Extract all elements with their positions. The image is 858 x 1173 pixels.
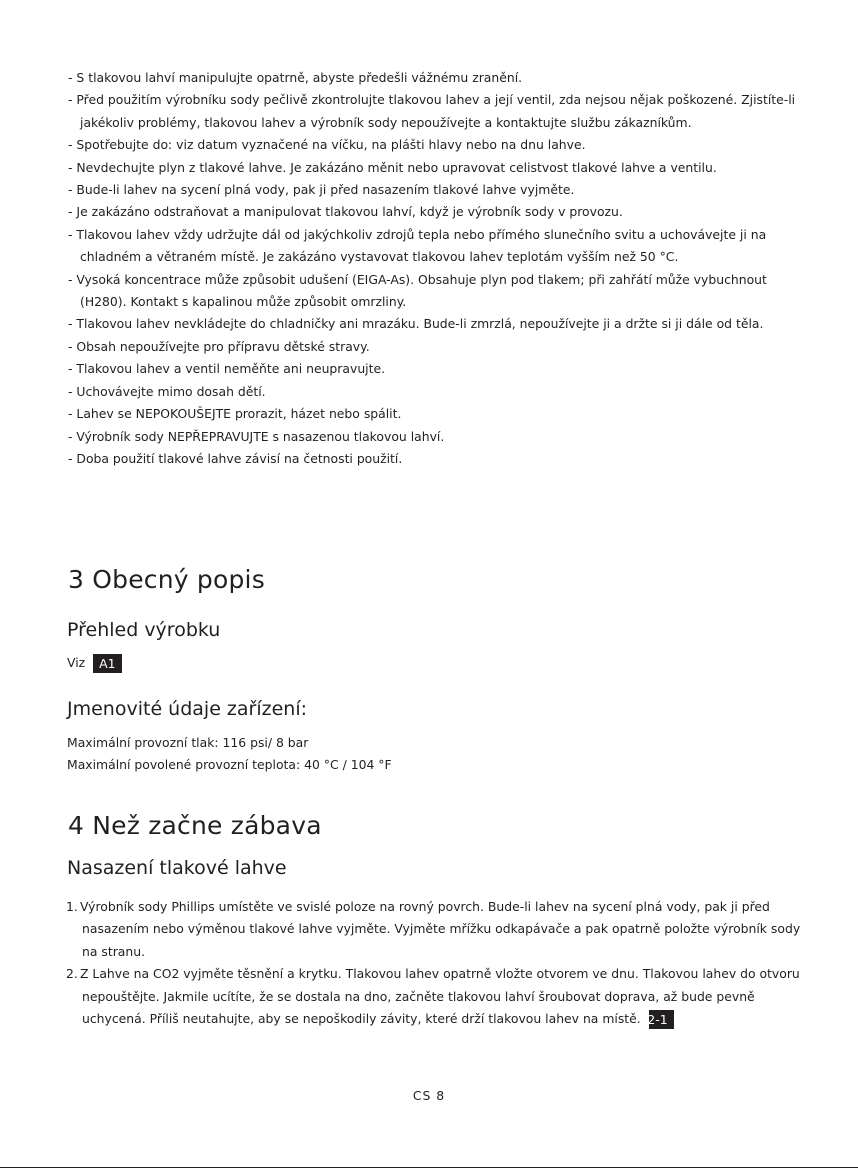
figure-reference-badge: A2-1 — [649, 1010, 674, 1029]
warning-item: - Tlakovou lahev vždy udržujte dál od jakýchkoliv zdrojů tepla nebo přímého slunečního svitu a uchovávejte ji na chladném a větraném místě. Je zakázáno vystavovat tlakovou lahev teplotám vyšším než 50 °C. — [68, 226, 767, 265]
install-steps-list — [66, 896, 806, 1030]
install-step — [66, 963, 806, 1030]
warning-item: - Je zakázáno odstraňovat a manipulovat tlakovou lahví, když je výrobník sody v provozu. — [68, 204, 623, 220]
warning-item: - Spotřebujte do: viz datum vyznačené na víčku, na plášti hlavy nebo na dnu lahve. — [68, 137, 586, 153]
warning-item: - S tlakovou lahví manipulujte opatrně, abyste předešli vážnému zranění. — [68, 70, 523, 85]
warning-item: - Doba použití tlakové lahve závisí na četnosti použití. — [68, 450, 403, 466]
warning-item: - Tlakovou lahev a ventil neměňte ani neupravujte. — [68, 361, 386, 377]
safety-warnings-list — [68, 67, 808, 470]
section-4-title: 4 Než začne zábava — [68, 811, 322, 840]
install-step — [66, 896, 806, 963]
bottom-rule — [0, 1167, 858, 1168]
step-text: Z Lahve na CO2 vyjměte těsnění a krytku. Tlakovou lahev opatrně vložte otvorem ve dnu. Tlakovou lahev do otvoru nepouštějte. Jakmile ucítíte, že se dostala na dno, začněte tlakovou lahví šroubovat doprava, až bude pevně uchycená. Příliš neutahujte, aby se nepoškodily závity, které drží tlakovou lahev na místě. — [80, 966, 800, 1027]
ratings-heading: Jmenovité údaje zařízení: — [67, 698, 308, 720]
install-cylinder-heading: Nasazení tlakové lahve — [67, 857, 287, 879]
warning-item: - Uchovávejte mimo dosah dětí. — [68, 383, 266, 399]
warning-item: - Lahev se NEPOKOUŠEJTE prorazit, házet nebo spálit. — [68, 406, 402, 422]
ratings-temperature: Maximální povolené provozní teplota: 40 °C / 104 °F — [67, 757, 392, 772]
overview-text: Viz — [67, 655, 86, 670]
product-overview-reference — [67, 653, 122, 673]
step-number: 2. — [66, 966, 78, 982]
page-number: CS 8 — [412, 1088, 446, 1103]
figure-reference-badge: A1 — [93, 654, 122, 673]
step-text: Výrobník sody Phillips umístěte ve svislé poloze na rovný povrch. Bude-li lahev na sycení plná vody, pak ji před nasazením nebo výměnou tlakové lahve vyjměte. Vyjměte mřížku odkapávače a pak opatrně položte výrobník sody na stranu. — [80, 899, 801, 959]
product-overview-heading: Přehled výrobku — [67, 619, 221, 641]
warning-item: - Bude-li lahev na sycení plná vody, pak ji před nasazením tlakové lahve vyjměte. — [68, 182, 575, 198]
warning-item: - Před použitím výrobníku sody pečlivě zkontrolujte tlakovou lahev a její ventil, zda nejsou nějak poškozené. Zjistíte-li jakékoliv problémy, tlakovou lahev a výrobník sody nepoužívejte a kontaktujte službu zákazníkům. — [68, 92, 796, 130]
ratings-pressure: Maximální provozní tlak: 116 psi/ 8 bar — [67, 735, 309, 750]
warning-item: - Vysoká koncentrace může způsobit udušení (EIGA-As). Obsahuje plyn pod tlakem; při zahřátí může vybuchnout (H280). Kontakt s kapalinou může způsobit omrzliny. — [68, 271, 767, 310]
step-number: 1. — [66, 899, 78, 914]
warning-item: - Tlakovou lahev nevkládejte do chladničky ani mrazáku. Bude-li zmrzlá, nepoužívejte ji a držte si ji dále od těla. — [68, 316, 764, 332]
warning-item: - Obsah nepoužívejte pro přípravu dětské stravy. — [68, 338, 370, 354]
section-3-title: 3 Obecný popis — [68, 565, 265, 594]
warning-item: - Nevdechujte plyn z tlakové lahve. Je zakázáno měnit nebo upravovat celistvost tlakové lahve a ventilu. — [68, 159, 717, 175]
warning-item: - Výrobník sody NEPŘEPRAVUJTE s nasazenou tlakovou lahví. — [68, 428, 445, 444]
